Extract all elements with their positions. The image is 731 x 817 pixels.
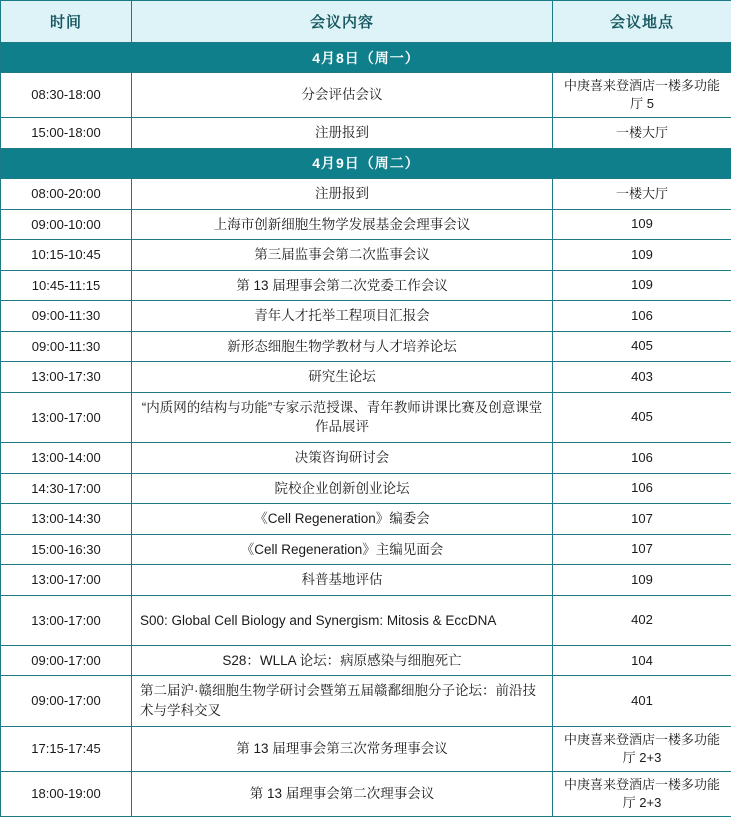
- cell-time: 09:00-17:00: [1, 645, 132, 676]
- cell-time: 13:00-17:00: [1, 595, 132, 645]
- cell-content: 科普基地评估: [132, 565, 553, 596]
- cell-time: 09:00-17:00: [1, 676, 132, 726]
- cell-content: 分会评估会议: [132, 73, 553, 118]
- table-row: [1, 270, 731, 301]
- cell-time: 18:00-19:00: [1, 771, 132, 816]
- cell-content: 第 13 届理事会第三次常务理事会议: [132, 726, 553, 771]
- cell-content: 新形态细胞生物学教材与人才培养论坛: [132, 331, 553, 362]
- cell-content: 《Cell Regeneration》编委会: [132, 504, 553, 535]
- column-header-time: 时间: [1, 1, 132, 43]
- cell-place: 一楼大厅: [553, 118, 731, 149]
- cell-content: S28：WLLA 论坛：病原感染与细胞死亡: [132, 645, 553, 676]
- table-row: [1, 443, 731, 474]
- cell-content: 青年人才托举工程项目汇报会: [132, 301, 553, 332]
- table-header-row: [1, 1, 731, 43]
- cell-place: 中庚喜来登酒店一楼多功能厅 2+3: [553, 726, 731, 771]
- cell-place: 109: [553, 565, 731, 596]
- cell-time: 09:00-11:30: [1, 331, 132, 362]
- cell-content: “内质网的结构与功能”专家示范授课、青年教师讲课比赛及创意课堂作品展评: [132, 392, 553, 442]
- table-row: [1, 473, 731, 504]
- table-row: [1, 392, 731, 442]
- cell-content: 《Cell Regeneration》主编见面会: [132, 534, 553, 565]
- table-row: [1, 178, 731, 209]
- cell-place: 107: [553, 534, 731, 565]
- cell-place: 401: [553, 676, 731, 726]
- table-row: [1, 362, 731, 393]
- table-row: [1, 595, 731, 645]
- table-body: [1, 43, 731, 817]
- cell-time: 13:00-17:00: [1, 565, 132, 596]
- cell-content: 注册报到: [132, 118, 553, 149]
- cell-content: 上海市创新细胞生物学发展基金会理事会议: [132, 209, 553, 240]
- cell-place: 104: [553, 645, 731, 676]
- table-row: [1, 771, 731, 816]
- cell-time: 14:30-17:00: [1, 473, 132, 504]
- cell-content: S00: Global Cell Biology and Synergism: Mitosis & EccDNA: [132, 595, 553, 645]
- day-separator-row: [1, 43, 731, 73]
- table-header: [1, 1, 731, 43]
- table-row: [1, 504, 731, 535]
- cell-place: 402: [553, 595, 731, 645]
- table-row: [1, 534, 731, 565]
- cell-time: 13:00-17:00: [1, 392, 132, 442]
- cell-time: 10:45-11:15: [1, 270, 132, 301]
- table-row: [1, 73, 731, 118]
- column-header-place: 会议地点: [553, 1, 731, 43]
- cell-content: 第二届沪·赣细胞生物学研讨会暨第五届赣鄱细胞分子论坛：前沿技术与学科交叉: [132, 676, 553, 726]
- cell-place: 109: [553, 270, 731, 301]
- cell-time: 15:00-18:00: [1, 118, 132, 149]
- cell-time: 09:00-11:30: [1, 301, 132, 332]
- cell-content: 注册报到: [132, 178, 553, 209]
- cell-content: 第 13 届理事会第二次理事会议: [132, 771, 553, 816]
- column-header-content: 会议内容: [132, 1, 553, 43]
- cell-place: 109: [553, 209, 731, 240]
- cell-time: 17:15-17:45: [1, 726, 132, 771]
- cell-place: 106: [553, 473, 731, 504]
- cell-content: 院校企业创新创业论坛: [132, 473, 553, 504]
- cell-time: 15:00-16:30: [1, 534, 132, 565]
- cell-time: 13:00-14:00: [1, 443, 132, 474]
- cell-place: 一楼大厅: [553, 178, 731, 209]
- table-row: [1, 331, 731, 362]
- table-row: [1, 726, 731, 771]
- cell-time: 09:00-10:00: [1, 209, 132, 240]
- cell-time: 13:00-14:30: [1, 504, 132, 535]
- day-separator-row: [1, 148, 731, 178]
- day-label: 4月9日（周二）: [1, 148, 731, 178]
- cell-content: 第三届监事会第二次监事会议: [132, 240, 553, 271]
- day-label: 4月8日（周一）: [1, 43, 731, 73]
- cell-place: 403: [553, 362, 731, 393]
- cell-content: 研究生论坛: [132, 362, 553, 393]
- table-row: [1, 209, 731, 240]
- cell-place: 107: [553, 504, 731, 535]
- cell-time: 13:00-17:30: [1, 362, 132, 393]
- table-row: [1, 240, 731, 271]
- table-row: [1, 301, 731, 332]
- cell-place: 中庚喜来登酒店一楼多功能厅 5: [553, 73, 731, 118]
- cell-place: 109: [553, 240, 731, 271]
- cell-time: 08:00-20:00: [1, 178, 132, 209]
- cell-place: 405: [553, 392, 731, 442]
- cell-place: 405: [553, 331, 731, 362]
- cell-place: 106: [553, 301, 731, 332]
- cell-place: 106: [553, 443, 731, 474]
- cell-place: 中庚喜来登酒店一楼多功能厅 2+3: [553, 771, 731, 816]
- cell-time: 10:15-10:45: [1, 240, 132, 271]
- table-row: [1, 118, 731, 149]
- table-row: [1, 645, 731, 676]
- cell-content: 决策咨询研讨会: [132, 443, 553, 474]
- cell-content: 第 13 届理事会第二次党委工作会议: [132, 270, 553, 301]
- cell-time: 08:30-18:00: [1, 73, 132, 118]
- table-row: [1, 565, 731, 596]
- table-row: [1, 676, 731, 726]
